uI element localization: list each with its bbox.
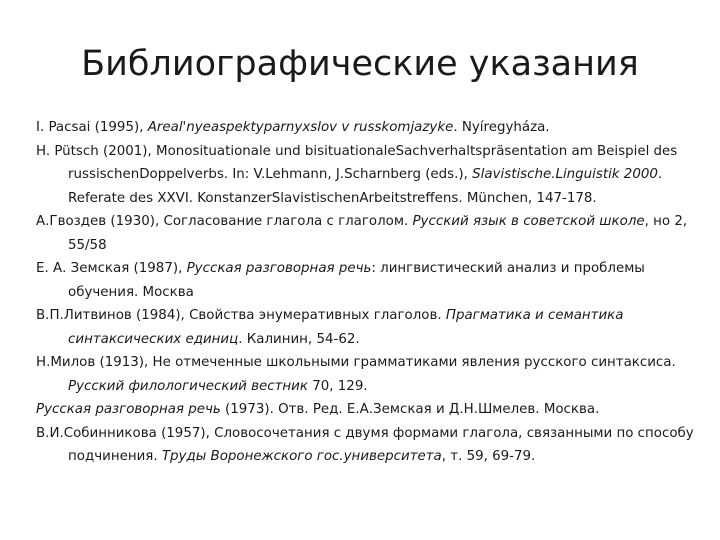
reference-text: А.Гвоздев (1930), Согласование глагола с глаголом.: [36, 214, 413, 229]
reference-list: [36, 116, 708, 469]
reference-title: Русский филологический вестник: [68, 378, 308, 394]
reference-text: Е. А. Земская (1987),: [36, 261, 187, 276]
reference-text: В.П.Литвинов (1984), Свойства энумеративных глаголов.: [36, 308, 446, 323]
reference-item: [36, 304, 708, 351]
reference-text: I. Pacsai (1995),: [36, 120, 148, 135]
reference-item: [36, 351, 708, 398]
reference-item: [36, 210, 708, 257]
reference-text: . Nyíregyháza.: [453, 120, 550, 135]
reference-text: 70, 129.: [307, 378, 368, 394]
reference-text: Н.Милов (1913), Не отмеченные школьными грамматиками явления русского синтаксиса.: [36, 355, 676, 370]
reference-item: [36, 398, 708, 422]
reference-item: [36, 140, 708, 211]
reference-title: Русский язык в советской школе: [412, 214, 645, 229]
reference-item: [36, 116, 708, 140]
reference-title: Труды Воронежского гос.университета: [161, 449, 442, 464]
reference-title: Slavistische.Linguistik 2000: [472, 167, 658, 182]
reference-title: Areal'nyeaspektyparnyxslov v russkomjazyke: [147, 120, 454, 135]
reference-item: [36, 257, 708, 304]
reference-text: . Калинин, 54-62.: [238, 331, 360, 347]
reference-text: , но 2, 55/58: [68, 214, 688, 253]
reference-text: В.И.Собинникова (1957), Словосочетания с двумя формами глагола, связанными по способу подчинения.: [36, 425, 694, 464]
reference-title: Русская разговорная речь: [36, 402, 221, 417]
reference-text: . Referate des XXVI. KonstanzerSlavistischenArbeitstreffens. München, 147-178.: [68, 167, 663, 206]
reference-title: Прагматика и семантика синтаксических единиц: [68, 308, 624, 347]
reference-text: (1973). Отв. Ред. Е.А.Земская и Д.Н.Шмелев. Москва.: [220, 402, 600, 417]
reference-item: [36, 422, 708, 469]
reference-text: H. Pütsch (2001), Monosituationale und bisituationaleSachverhaltspräsentation am Beispiel des russischenDoppelverbs. In: V.Lehmann, J.Scharnberg (eds.),: [36, 143, 678, 182]
reference-text: : лингвистический анализ и проблемы обучения. Москва: [68, 261, 645, 300]
reference-text: , т. 59, 69-79.: [441, 449, 536, 464]
slide-title: Библиографические указания: [81, 44, 639, 84]
reference-title: Русская разговорная речь: [186, 261, 372, 276]
